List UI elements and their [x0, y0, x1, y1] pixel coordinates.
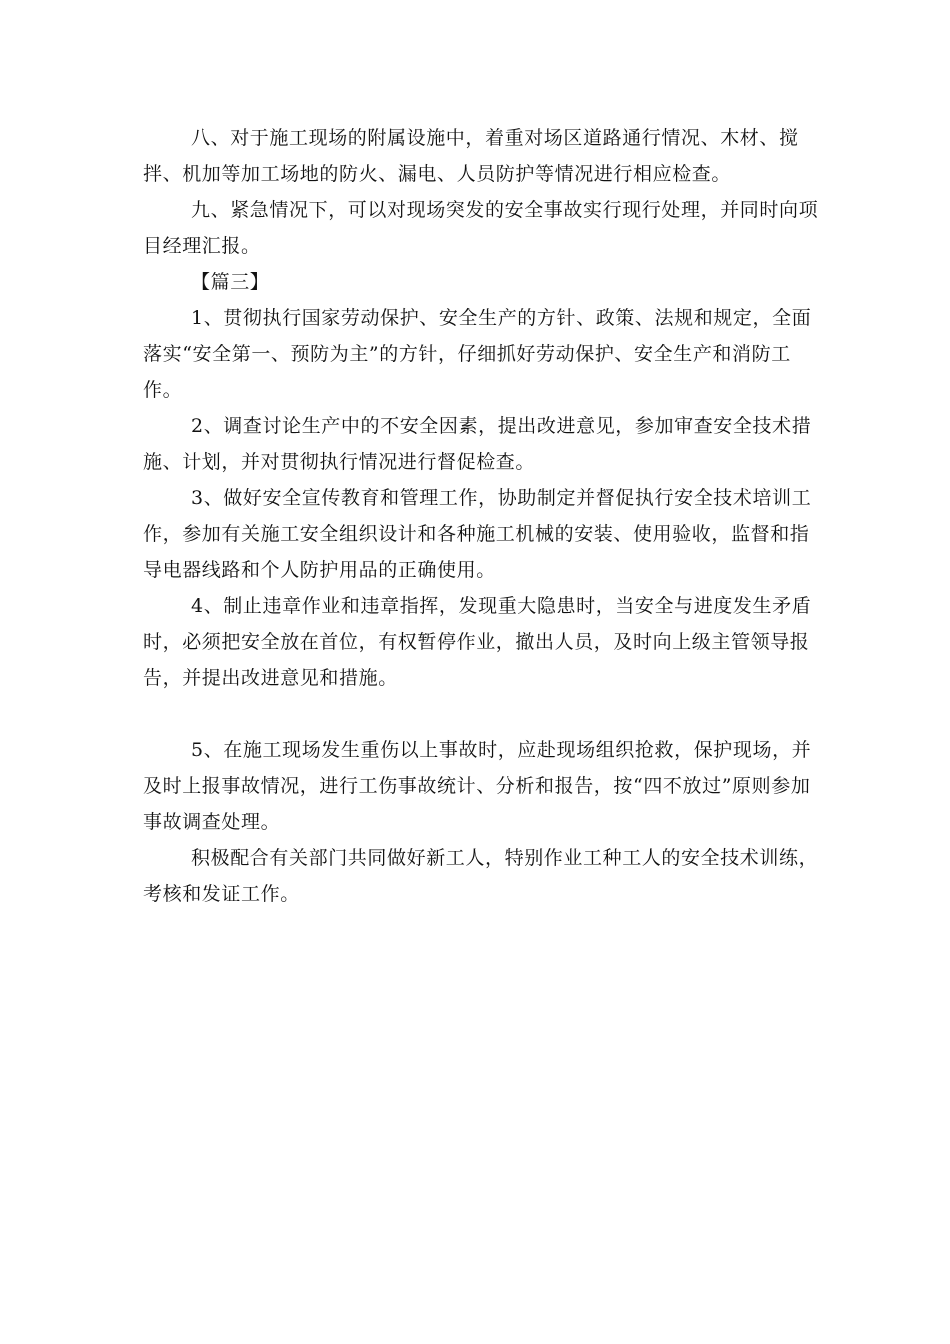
paragraph-duty-3: 3、做好安全宣传教育和管理工作，协助制定并督促执行安全技术培训工作，参加有关施工安全组织设计和各种施工机械的安装、使用验收，监督和指导电器线路和个人防护用品的正确使用。 [143, 487, 812, 581]
document-body [143, 120, 823, 912]
paragraph-duty-1: 1、贯彻执行国家劳动保护、安全生产的方针、政策、法规和规定，全面落实“安全第一、预防为主”的方针，仔细抓好劳动保护、安全生产和消防工作。 [143, 307, 812, 401]
paragraph-duty-4: 4、制止违章作业和违章指挥，发现重大隐患时，当安全与进度发生矛盾时，必须把安全放在首位，有权暂停作业，撤出人员，及时向上级主管领导报告，并提出改进意见和措施。 [143, 595, 812, 689]
section-heading: 【篇三】 [191, 271, 270, 293]
paragraph-duty-5: 5、在施工现场发生重伤以上事故时，应赴现场组织抢救，保护现场，并及时上报事故情况，进行工伤事故统计、分析和报告，按“四不放过”原则参加事故调查处理。 [143, 739, 812, 833]
paragraph-item-8: 八、对于施工现场的附属设施中，着重对场区道路通行情况、木材、搅拌、机加等加工场地的防火、漏电、人员防护等情况进行相应检查。 [143, 127, 799, 185]
paragraph-duty-2: 2、调查讨论生产中的不安全因素，提出改进意见，参加审查安全技术措施、计划，并对贯彻执行情况进行督促检查。 [143, 415, 812, 473]
paragraph-spacer [143, 696, 823, 732]
paragraph-item-9: 九、紧急情况下，可以对现场突发的安全事故实行现行处理，并同时向项目经理汇报。 [143, 199, 819, 257]
paragraph-closing: 积极配合有关部门共同做好新工人，特别作业工种工人的安全技术训练，考核和发证工作。 [143, 847, 819, 905]
